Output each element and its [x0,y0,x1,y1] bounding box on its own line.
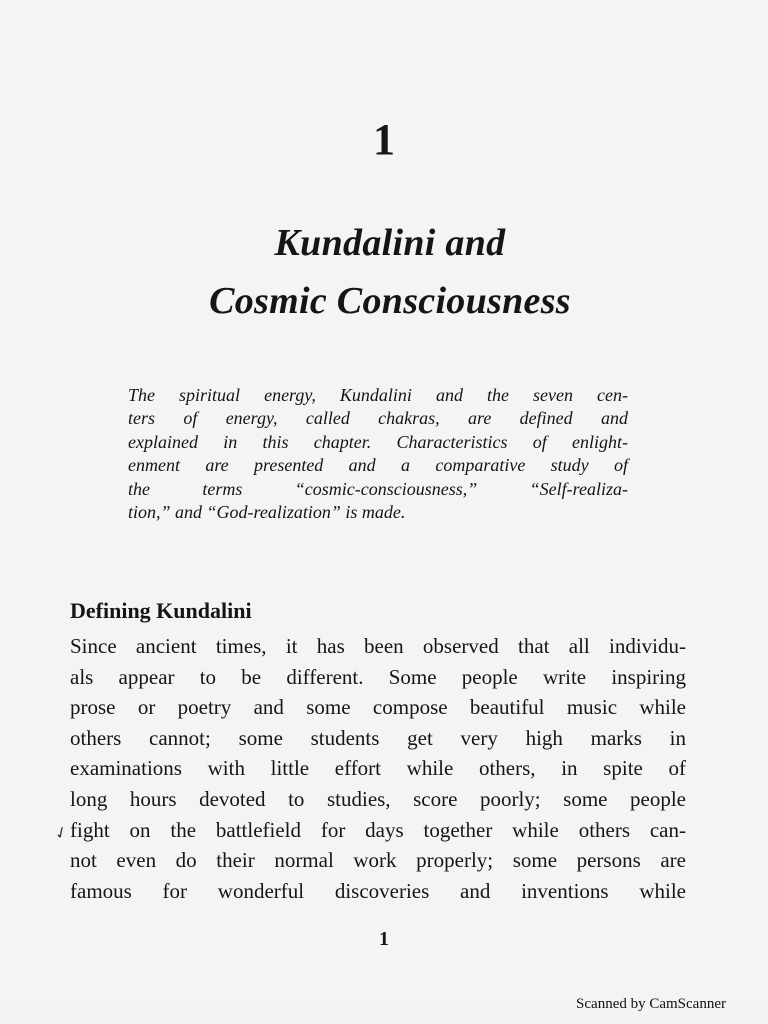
abstract-line: enment are presented and a comparative study of [128,455,628,476]
scanner-watermark: Scanned by CamScanner [576,996,726,1012]
section-heading: Defining Kundalini [70,598,252,623]
body-line: long hours devoted to studies, score poorly; some people [70,786,686,811]
chapter-title-line-2: Cosmic Consciousness [209,280,571,322]
chapter-title [130,214,650,330]
body-paragraph [70,631,686,906]
body-line: famous for wonderful discoveries and inventions while [70,878,686,903]
body-line: others cannot; some students get very high marks in [70,725,686,750]
abstract-line: the terms “cosmic-consciousness,” “Self-realiza- [128,478,628,499]
abstract-line: explained in this chapter. Characteristics of enlight- [128,431,628,452]
chapter-number: 1 [373,115,395,164]
pen-mark-icon: ✓ [51,823,72,845]
body-line: prose or poetry and some compose beautiful music while [70,695,686,720]
body-line: examinations with little effort while others, in spite of [70,756,686,781]
chapter-title-line-1: Kundalini and [274,222,506,264]
chapter-abstract [128,384,628,524]
abstract-line: tion,” and “God-realization” is made. [128,502,406,523]
abstract-line: The spiritual energy, Kundalini and the seven cen- [128,385,628,405]
body-line: Since ancient times, it has been observed that all individu- [70,634,686,658]
body-line: fight on the battlefield for days together while others can- [70,817,686,842]
body-line: als appear to be different. Some people write inspiring [70,664,686,689]
body-line: not even do their normal work properly; some persons are [70,848,686,873]
page-number: 1 [379,928,389,950]
abstract-line: ters of energy, called chakras, are defined and [128,408,628,429]
